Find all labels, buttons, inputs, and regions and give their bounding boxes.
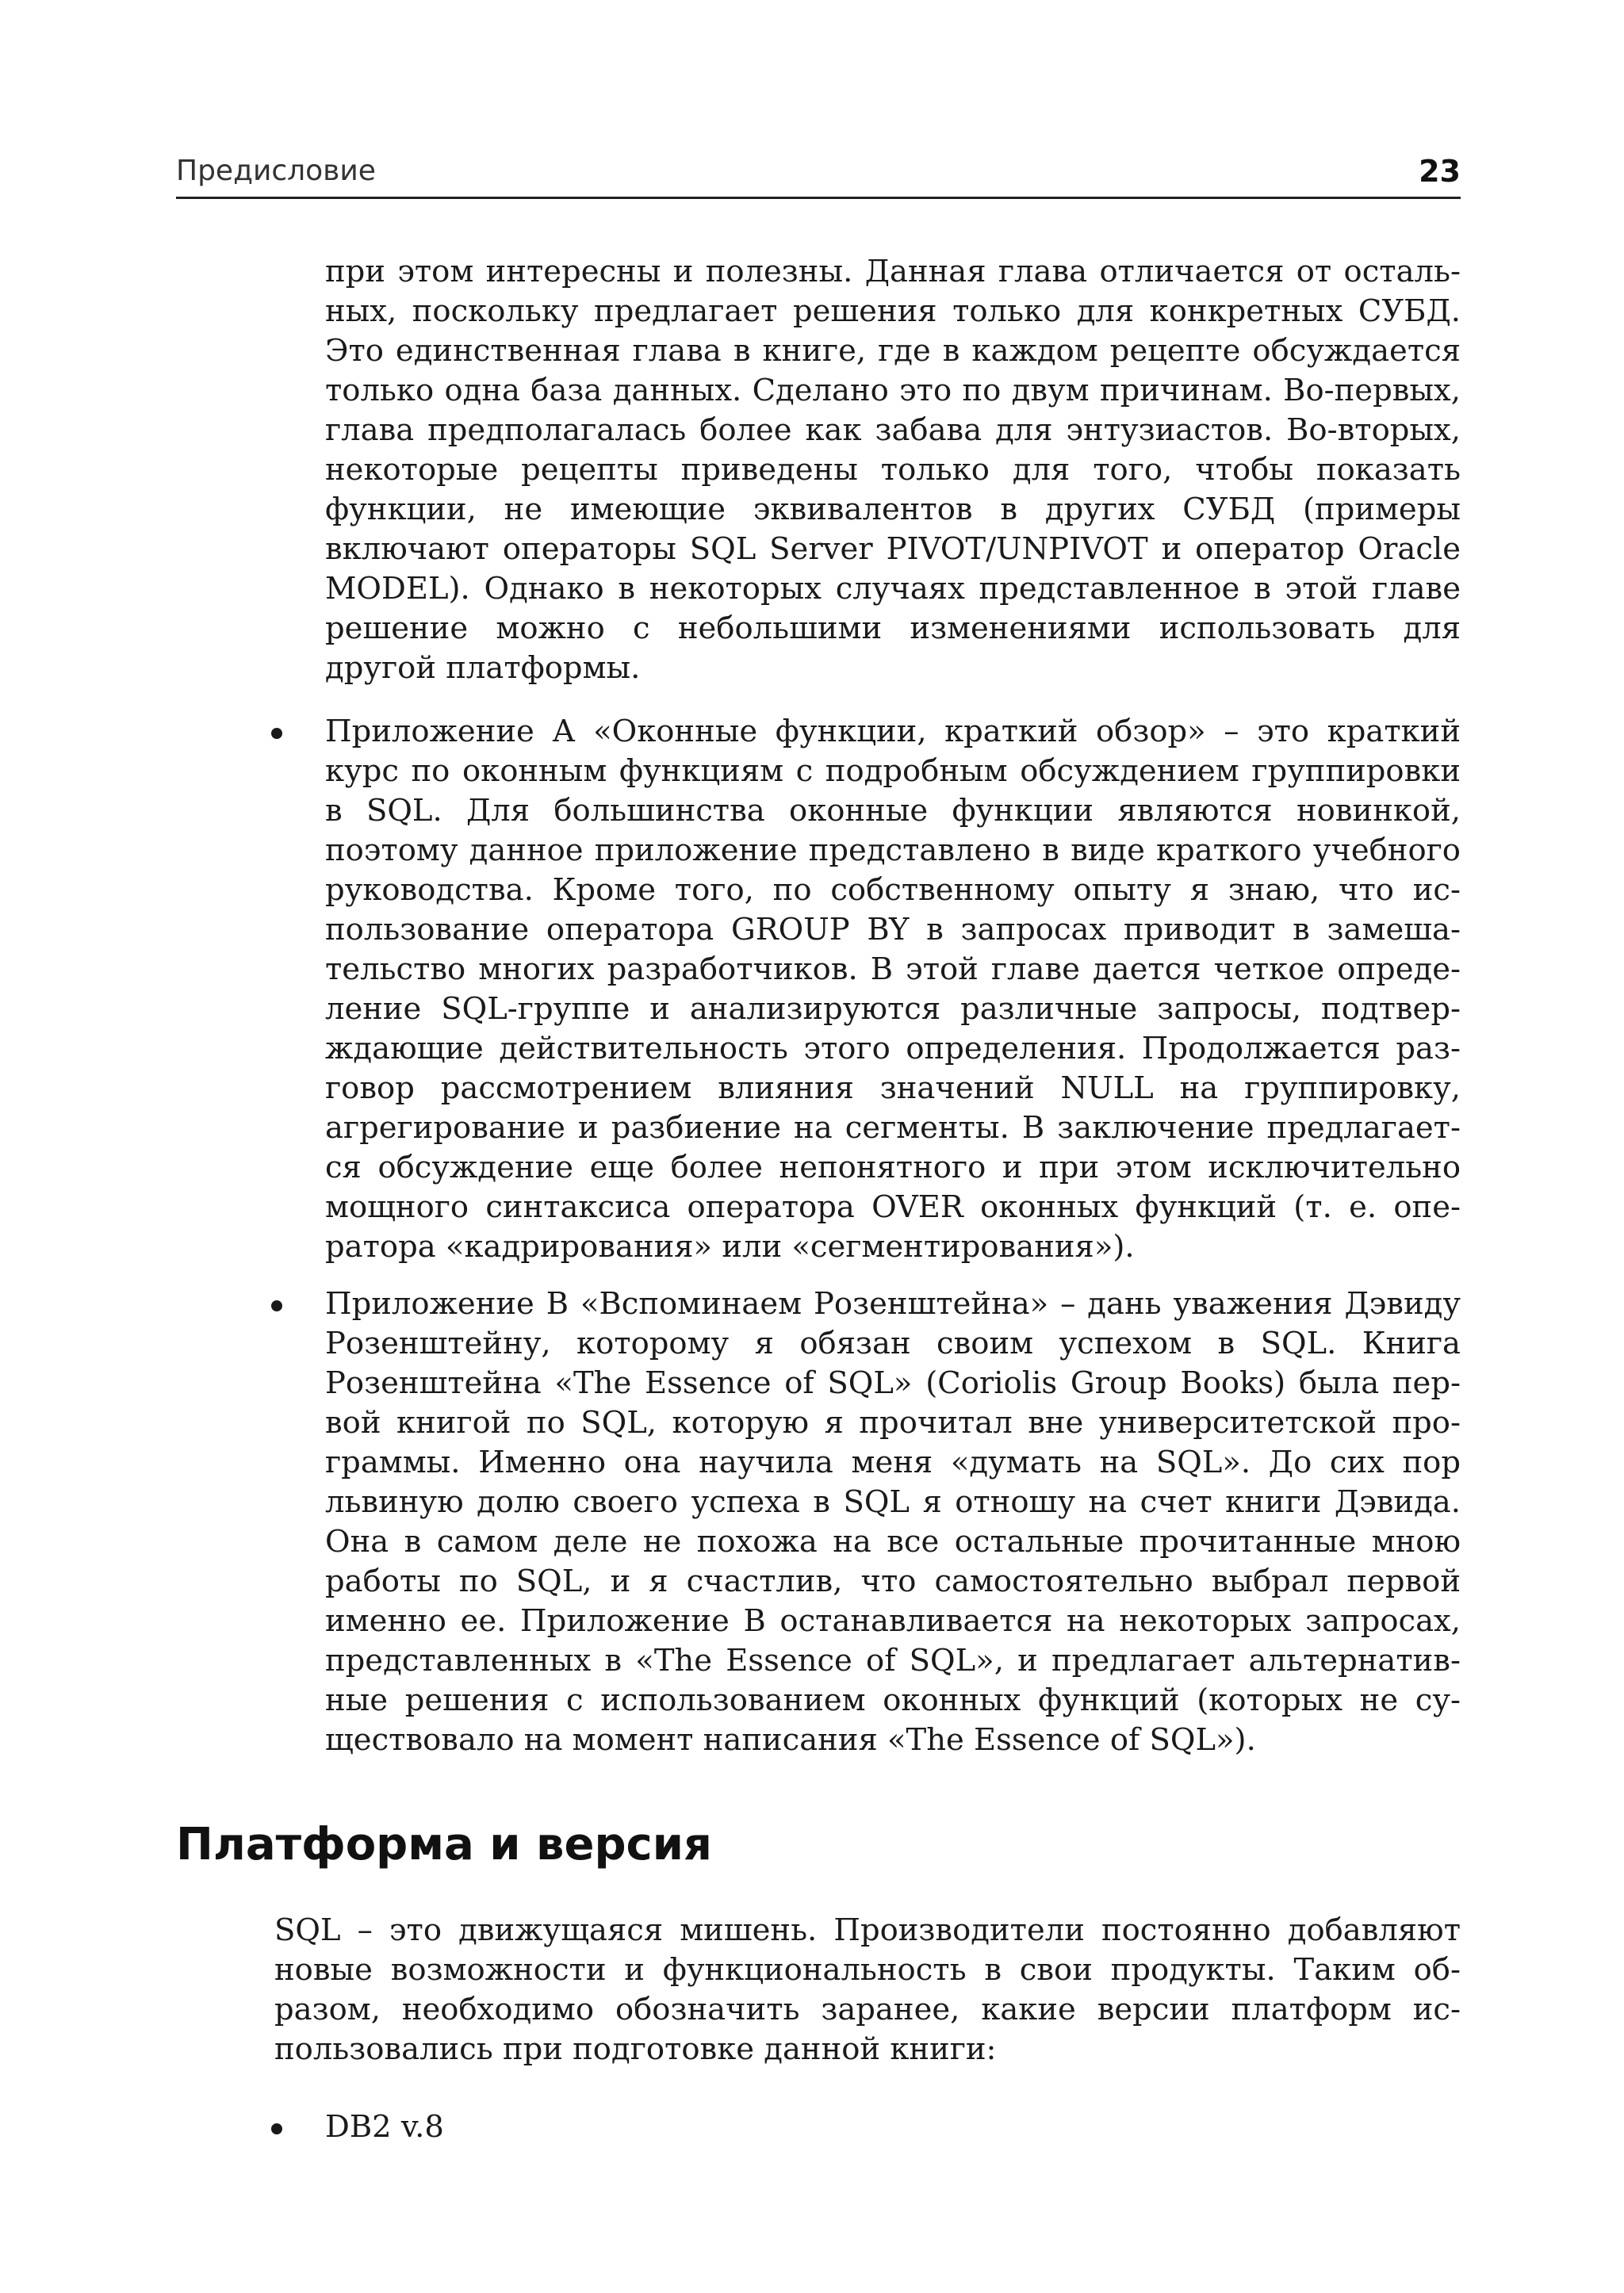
version-item-text: DB2 v.8 <box>325 2109 444 2145</box>
appendix-bullet-list <box>176 712 1461 1778</box>
bullet-icon <box>271 2123 282 2134</box>
bullet-icon <box>271 1300 282 1311</box>
list-item <box>176 712 1461 1267</box>
running-header-title: Предисловие <box>176 155 376 187</box>
list-item <box>176 2107 1461 2147</box>
intro-continuation-paragraph: при этом интересны и полезны. Данная глава отличается от остальных, поскольку предлагает решения только для конкретных СУБД. Это единственная глава в книге, где в каждом рецепте обсуждается только одна база данных. Сделано это по двум причинам. Во-первых, глава предполагалась более как забава для энтузиастов. Во-вторых, некоторые рецепты приведены только для того, чтобы показать функции, не имеющие эквивалентов в других СУБД (примеры включают операторы SQL Server PIVOT/UNPIVOT и оператор Oracle MODEL). Однако в некоторых случаях представленное в этой главе решение можно с небольшими изменениями использовать для другой платформы. <box>325 254 1461 686</box>
section-paragraph: SQL – это движущаяся мишень. Производители постоянно добавляют новые возможности и функциональность в свои продукты. Таким образом, необходимо обозначить заранее, какие версии платформ использовались при подготовке данной книги: <box>274 1912 1461 2067</box>
running-header <box>176 149 1461 199</box>
platform-version-list <box>176 2107 1461 2165</box>
appendix-b-paragraph: Приложение В «Вспоминаем Розенштейна» – дань уважения Дэвиду Розенштейну, которому я обязан своим успехом в SQL. Книга Розенштейна «The Essence of SQL» (Coriolis Group Books) была первой книгой по SQL, которую я прочитал вне университетской программы. Именно она научила меня «думать на SQL». До сих пор львиную долю своего успеха в SQL я отношу на счет книги Дэвида. Она в самом деле не похожа на все остальные прочитанные мною работы по SQL, и я счастлив, что самостоятельно выбрал первой именно ее. Приложение В останавливается на некоторых запросах, представленных в «The Essence of SQL», и предлагает альтернативные решения с использованием оконных функций (которых не существовало на момент написания «The Essence of SQL»). <box>325 1286 1461 1758</box>
list-item <box>176 1284 1461 1760</box>
appendix-a-paragraph: Приложение А «Оконные функции, краткий обзор» – это краткий курс по оконным функциям с подробным обсуждением группировки в SQL. Для большинства оконные функции являются новинкой, поэтому данное приложение представлено в виде краткого учебного руководства. Кроме того, по собственному опыту я знаю, что использование оператора GROUP BY в запросах приводит в замешательство многих разработчиков. В этой главе дается четкое определение SQL-группе и анализируются различные запросы, подтверждающие действительность этого определения. Продолжается разговор рассмотрением влияния значений NULL на группировку, агрегирование и разбиение на сегменты. В заключение предлагается обсуждение еще более непонятного и при этом исключительно мощного синтаксиса оператора OVER оконных функций (т. е. оператора «кадрирования» или «сегментирования»). <box>325 714 1461 1265</box>
page-number: 23 <box>1419 154 1461 189</box>
bullet-icon <box>271 728 282 739</box>
section-heading: Платформа и версия <box>176 1819 712 1870</box>
